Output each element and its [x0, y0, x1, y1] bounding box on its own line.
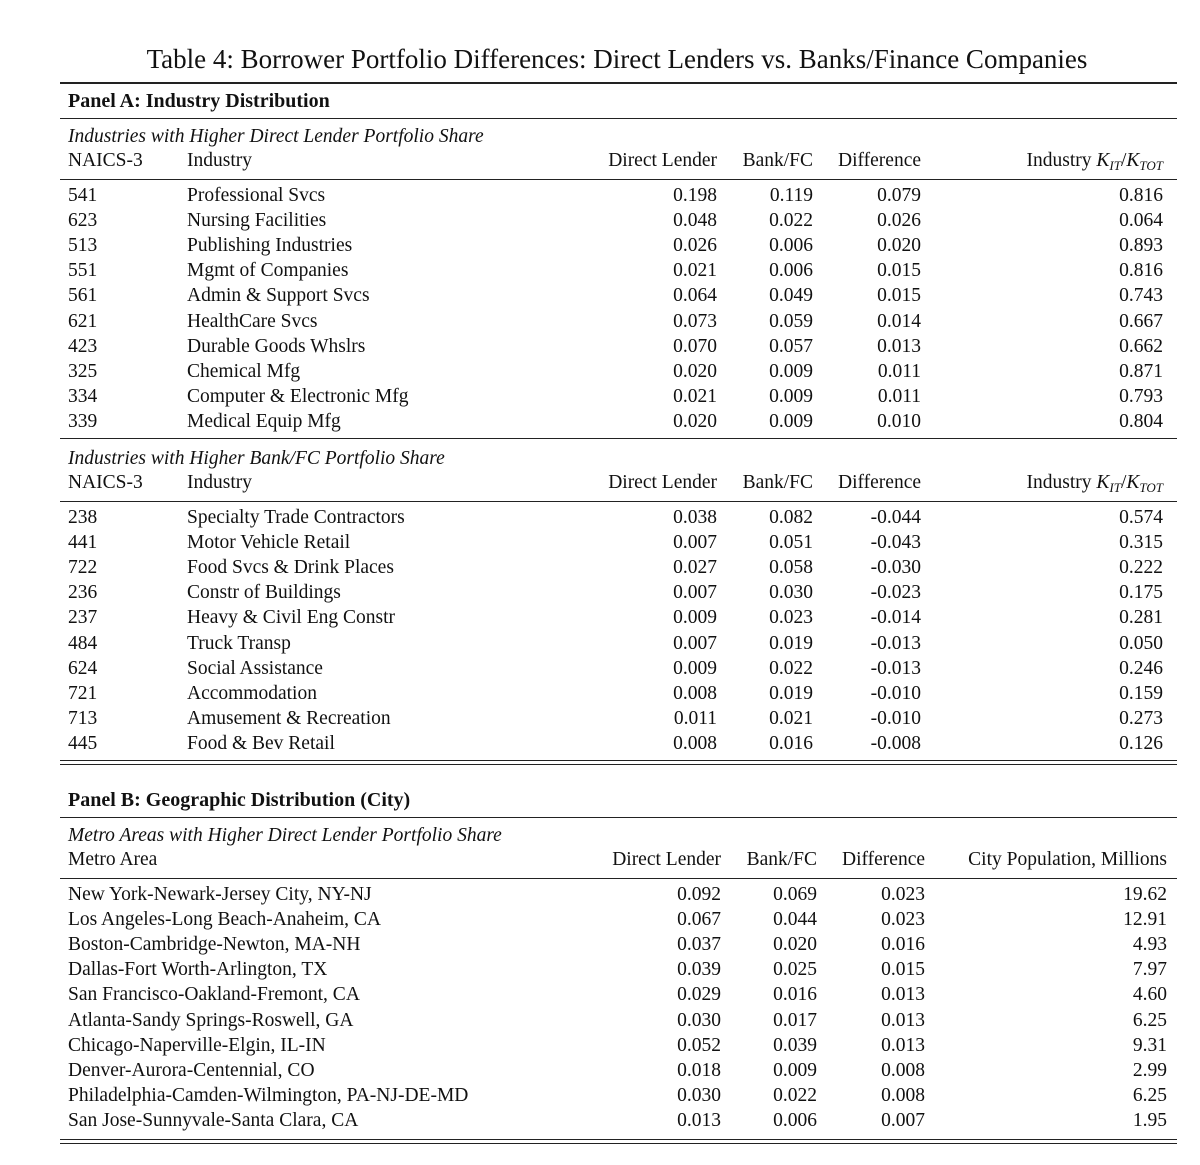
panel-a-rule [60, 118, 1177, 119]
cell-metro: Los Angeles-Long Beach-Anaheim, CA [68, 909, 382, 931]
cell-naics: 237 [68, 607, 98, 629]
cell-direct-lender: 0.052 [677, 1034, 721, 1056]
col-header-population: City Population, Millions [968, 849, 1167, 870]
cell-bank-fc: 0.022 [769, 210, 813, 232]
cell-naics: 621 [68, 310, 98, 332]
cell-bank-fc: 0.057 [769, 335, 813, 357]
cell-metro: San Jose-Sunnyvale-Santa Clara, CA [68, 1109, 359, 1131]
cell-difference: 0.015 [877, 285, 921, 307]
cell-difference: 0.008 [881, 1084, 925, 1106]
cell-direct-lender: 0.073 [673, 310, 717, 332]
cell-industry: Mgmt of Companies [187, 260, 349, 282]
cell-bank-fc: 0.051 [769, 532, 813, 554]
cell-difference: -0.023 [870, 582, 921, 604]
cell-population: 12.91 [1123, 909, 1167, 931]
col-header-industry: Industry [187, 472, 252, 493]
col-header-direct-lender: Direct Lender [608, 150, 717, 171]
cell-industry: Amusement & Recreation [187, 707, 391, 729]
cell-difference: -0.008 [870, 732, 921, 754]
cell-direct-lender: 0.008 [673, 732, 717, 754]
cell-difference: 0.011 [877, 385, 921, 407]
cell-difference: 0.010 [877, 410, 921, 432]
cell-metro: Chicago-Naperville-Elgin, IL-IN [68, 1034, 326, 1056]
col-header-bank-fc: Bank/FC [746, 849, 817, 870]
cell-industry-ratio: 0.064 [1119, 210, 1163, 232]
col-header-industry-ratio [1026, 150, 1163, 172]
cell-industry: Food Svcs & Drink Places [187, 557, 394, 579]
cell-difference: 0.015 [877, 260, 921, 282]
cell-bank-fc: 0.025 [773, 959, 817, 981]
cell-bank-fc: 0.039 [773, 1034, 817, 1056]
cell-bank-fc: 0.006 [769, 235, 813, 257]
cell-direct-lender: 0.070 [673, 335, 717, 357]
col-header-direct-lender: Direct Lender [612, 849, 721, 870]
cell-industry: HealthCare Svcs [187, 310, 318, 332]
cell-direct-lender: 0.007 [673, 632, 717, 654]
cell-direct-lender: 0.009 [673, 657, 717, 679]
cell-metro: Denver-Aurora-Centennial, CO [68, 1059, 315, 1081]
cell-direct-lender: 0.009 [673, 607, 717, 629]
cell-difference: 0.014 [877, 310, 921, 332]
cell-direct-lender: 0.021 [673, 260, 717, 282]
cell-industry: Constr of Buildings [187, 582, 341, 604]
cell-naics: 423 [68, 335, 98, 357]
cell-population: 4.93 [1132, 934, 1167, 956]
cell-direct-lender: 0.030 [677, 1009, 721, 1031]
cell-bank-fc: 0.049 [769, 285, 813, 307]
ratio-header-slash: / [1120, 472, 1127, 493]
cell-population: 7.97 [1132, 959, 1167, 981]
cell-direct-lender: 0.037 [677, 934, 721, 956]
cell-bank-fc: 0.016 [769, 732, 813, 754]
cell-naics: 721 [68, 682, 98, 704]
cell-naics: 484 [68, 632, 98, 654]
cell-direct-lender: 0.048 [673, 210, 717, 232]
cell-difference: 0.020 [877, 235, 921, 257]
col-header-naics: NAICS-3 [68, 472, 143, 493]
cell-difference: 0.016 [881, 934, 925, 956]
cell-difference: 0.023 [881, 884, 925, 905]
cell-industry: Admin & Support Svcs [187, 285, 370, 307]
cell-industry: Motor Vehicle Retail [187, 532, 351, 554]
cell-naics: 238 [68, 507, 98, 528]
bottom-rule-2 [60, 1143, 1177, 1144]
section-higher-direct-end-rule [60, 438, 1177, 439]
cell-naics: 561 [68, 285, 98, 307]
cell-difference: -0.014 [870, 607, 921, 629]
cell-bank-fc: 0.058 [769, 557, 813, 579]
cell-bank-fc: 0.019 [769, 632, 813, 654]
cell-direct-lender: 0.020 [673, 410, 717, 432]
ratio-header-numerator-subscript: IT [1109, 480, 1121, 495]
panel-a-end-rule-1 [60, 760, 1177, 761]
cell-industry-ratio: 0.662 [1119, 335, 1163, 357]
cell-industry-ratio: 0.159 [1119, 682, 1163, 704]
cell-industry-ratio: 0.050 [1119, 632, 1163, 654]
cell-industry: Truck Transp [187, 632, 291, 654]
cell-industry: Computer & Electronic Mfg [187, 385, 409, 407]
col-header-difference: Difference [838, 150, 921, 171]
cell-direct-lender: 0.029 [677, 984, 721, 1006]
cell-industry-ratio: 0.126 [1119, 732, 1163, 754]
cell-industry-ratio: 0.246 [1119, 657, 1163, 679]
cell-industry-ratio: 0.315 [1119, 532, 1163, 554]
cell-industry: Nursing Facilities [187, 210, 327, 232]
cell-industry-ratio: 0.816 [1119, 260, 1163, 282]
cell-metro: Philadelphia-Camden-Wilmington, PA-NJ-DE-MD [68, 1084, 469, 1106]
cell-naics: 551 [68, 260, 98, 282]
cell-bank-fc: 0.016 [773, 984, 817, 1006]
cell-difference: 0.008 [881, 1059, 925, 1081]
section-higher-direct-subtitle: Industries with Higher Direct Lender Portfolio Share [68, 126, 484, 147]
cell-direct-lender: 0.007 [673, 582, 717, 604]
ratio-header-slash: / [1120, 150, 1127, 171]
cell-metro: Dallas-Fort Worth-Arlington, TX [68, 959, 328, 981]
section-higher-bank-subtitle: Industries with Higher Bank/FC Portfolio Share [68, 448, 445, 469]
cell-industry: Accommodation [187, 682, 317, 704]
cell-naics: 334 [68, 385, 98, 407]
cell-industry-ratio: 0.667 [1119, 310, 1163, 332]
cell-industry: Specialty Trade Contractors [187, 507, 405, 528]
col-header-difference: Difference [842, 849, 925, 870]
section-higher-bank-rule [60, 501, 1177, 502]
cell-bank-fc: 0.009 [769, 410, 813, 432]
cell-metro: Boston-Cambridge-Newton, MA-NH [68, 934, 361, 956]
cell-naics: 513 [68, 235, 98, 257]
cell-population: 1.95 [1132, 1109, 1167, 1131]
panel-b-title: Panel B: Geographic Distribution (City) [68, 789, 411, 811]
ratio-header-prefix: Industry [1026, 150, 1092, 171]
col-header-difference: Difference [838, 472, 921, 493]
cell-bank-fc: 0.019 [769, 682, 813, 704]
cell-difference: -0.013 [870, 632, 921, 654]
cell-population: 9.31 [1132, 1034, 1167, 1056]
section-higher-direct-rule [60, 179, 1177, 180]
cell-difference: 0.011 [877, 360, 921, 382]
cell-naics: 441 [68, 532, 98, 554]
ratio-header-denominator-subscript: TOT [1139, 158, 1163, 173]
ratio-header-denominator-subscript: TOT [1139, 480, 1163, 495]
cell-direct-lender: 0.020 [673, 360, 717, 382]
cell-difference: -0.013 [870, 657, 921, 679]
cell-difference: 0.079 [877, 185, 921, 206]
cell-naics: 325 [68, 360, 98, 382]
ratio-header-prefix: Industry [1026, 472, 1092, 493]
cell-difference: 0.013 [881, 1034, 925, 1056]
cell-population: 19.62 [1123, 884, 1167, 905]
cell-bank-fc: 0.022 [769, 657, 813, 679]
ratio-header-denominator: K [1126, 150, 1140, 171]
cell-industry-ratio: 0.743 [1119, 285, 1163, 307]
ratio-header-numerator: K [1096, 472, 1110, 493]
cell-industry-ratio: 0.871 [1119, 360, 1163, 382]
cell-naics: 236 [68, 582, 98, 604]
cell-industry: Medical Equip Mfg [187, 410, 341, 432]
cell-direct-lender: 0.038 [673, 507, 717, 528]
panel-b-subtitle: Metro Areas with Higher Direct Lender Portfolio Share [68, 825, 502, 846]
cell-difference: -0.030 [870, 557, 921, 579]
panel-a-title: Panel A: Industry Distribution [68, 90, 330, 112]
panel-b-header-rule [60, 878, 1177, 879]
cell-difference: 0.007 [881, 1109, 925, 1131]
cell-industry-ratio: 0.175 [1119, 582, 1163, 604]
cell-bank-fc: 0.022 [773, 1084, 817, 1106]
cell-difference: 0.015 [881, 959, 925, 981]
cell-difference: -0.010 [870, 682, 921, 704]
cell-bank-fc: 0.017 [773, 1009, 817, 1031]
cell-bank-fc: 0.119 [769, 185, 813, 206]
cell-bank-fc: 0.009 [769, 385, 813, 407]
cell-population: 6.25 [1132, 1009, 1167, 1031]
cell-direct-lender: 0.030 [677, 1084, 721, 1106]
cell-bank-fc: 0.023 [769, 607, 813, 629]
cell-bank-fc: 0.009 [773, 1059, 817, 1081]
cell-industry: Chemical Mfg [187, 360, 301, 382]
table-title: Table 4: Borrower Portfolio Differences: Direct Lenders vs. Banks/Finance Companies [146, 44, 1088, 74]
cell-bank-fc: 0.021 [769, 707, 813, 729]
cell-bank-fc: 0.082 [769, 507, 813, 528]
cell-bank-fc: 0.059 [769, 310, 813, 332]
cell-difference: 0.013 [877, 335, 921, 357]
col-header-bank-fc: Bank/FC [742, 150, 813, 171]
cell-bank-fc: 0.020 [773, 934, 817, 956]
col-header-metro: Metro Area [68, 849, 158, 870]
cell-bank-fc: 0.044 [773, 909, 817, 931]
panel-a-end-rule-2 [60, 764, 1177, 765]
cell-direct-lender: 0.026 [673, 235, 717, 257]
cell-direct-lender: 0.067 [677, 909, 721, 931]
cell-difference: -0.044 [870, 507, 921, 528]
col-header-industry-ratio [1026, 472, 1163, 494]
ratio-header-numerator-subscript: IT [1109, 158, 1121, 173]
cell-direct-lender: 0.007 [673, 532, 717, 554]
cell-metro: San Francisco-Oakland-Fremont, CA [68, 984, 360, 1006]
cell-industry-ratio: 0.222 [1119, 557, 1163, 579]
panel-b-rule [60, 817, 1177, 818]
bottom-rule-1 [60, 1139, 1177, 1140]
cell-direct-lender: 0.008 [673, 682, 717, 704]
cell-bank-fc: 0.009 [769, 360, 813, 382]
cell-naics: 623 [68, 210, 98, 232]
cell-metro: Atlanta-Sandy Springs-Roswell, GA [68, 1009, 354, 1031]
cell-industry: Durable Goods Whslrs [187, 335, 366, 357]
cell-bank-fc: 0.006 [769, 260, 813, 282]
cell-naics: 722 [68, 557, 98, 579]
cell-bank-fc: 0.006 [773, 1109, 817, 1131]
cell-industry: Social Assistance [187, 657, 323, 679]
cell-naics: 445 [68, 732, 98, 754]
cell-direct-lender: 0.039 [677, 959, 721, 981]
cell-direct-lender: 0.198 [673, 185, 717, 206]
cell-bank-fc: 0.069 [773, 884, 817, 905]
cell-naics: 339 [68, 410, 98, 432]
ratio-header-numerator: K [1096, 150, 1110, 171]
cell-naics: 713 [68, 707, 98, 729]
cell-difference: 0.023 [881, 909, 925, 931]
cell-direct-lender: 0.018 [677, 1059, 721, 1081]
cell-industry-ratio: 0.281 [1119, 607, 1163, 629]
cell-population: 6.25 [1132, 1084, 1167, 1106]
cell-industry-ratio: 0.574 [1119, 507, 1163, 528]
cell-industry-ratio: 0.816 [1119, 185, 1163, 206]
cell-naics: 541 [68, 185, 98, 206]
cell-industry: Professional Svcs [187, 185, 326, 206]
cell-metro: New York-Newark-Jersey City, NY-NJ [68, 884, 372, 905]
cell-direct-lender: 0.011 [673, 707, 717, 729]
cell-difference: -0.043 [870, 532, 921, 554]
cell-direct-lender: 0.013 [677, 1109, 721, 1131]
cell-industry-ratio: 0.793 [1119, 385, 1163, 407]
cell-direct-lender: 0.027 [673, 557, 717, 579]
cell-difference: -0.010 [870, 707, 921, 729]
cell-population: 2.99 [1132, 1059, 1167, 1081]
cell-difference: 0.013 [881, 984, 925, 1006]
cell-industry: Heavy & Civil Eng Constr [187, 607, 395, 629]
cell-difference: 0.026 [877, 210, 921, 232]
cell-bank-fc: 0.030 [769, 582, 813, 604]
col-header-bank-fc: Bank/FC [742, 472, 813, 493]
col-header-naics: NAICS-3 [68, 150, 143, 171]
cell-direct-lender: 0.064 [673, 285, 717, 307]
cell-industry: Food & Bev Retail [187, 732, 335, 754]
top-rule [60, 82, 1177, 84]
cell-difference: 0.013 [881, 1009, 925, 1031]
cell-industry-ratio: 0.273 [1119, 707, 1163, 729]
cell-naics: 624 [68, 657, 98, 679]
cell-direct-lender: 0.092 [677, 884, 721, 905]
cell-industry: Publishing Industries [187, 235, 353, 257]
cell-industry-ratio: 0.893 [1119, 235, 1163, 257]
col-header-industry: Industry [187, 150, 252, 171]
ratio-header-denominator: K [1126, 472, 1140, 493]
col-header-direct-lender: Direct Lender [608, 472, 717, 493]
cell-direct-lender: 0.021 [673, 385, 717, 407]
cell-population: 4.60 [1132, 984, 1167, 1006]
cell-industry-ratio: 0.804 [1119, 410, 1163, 432]
